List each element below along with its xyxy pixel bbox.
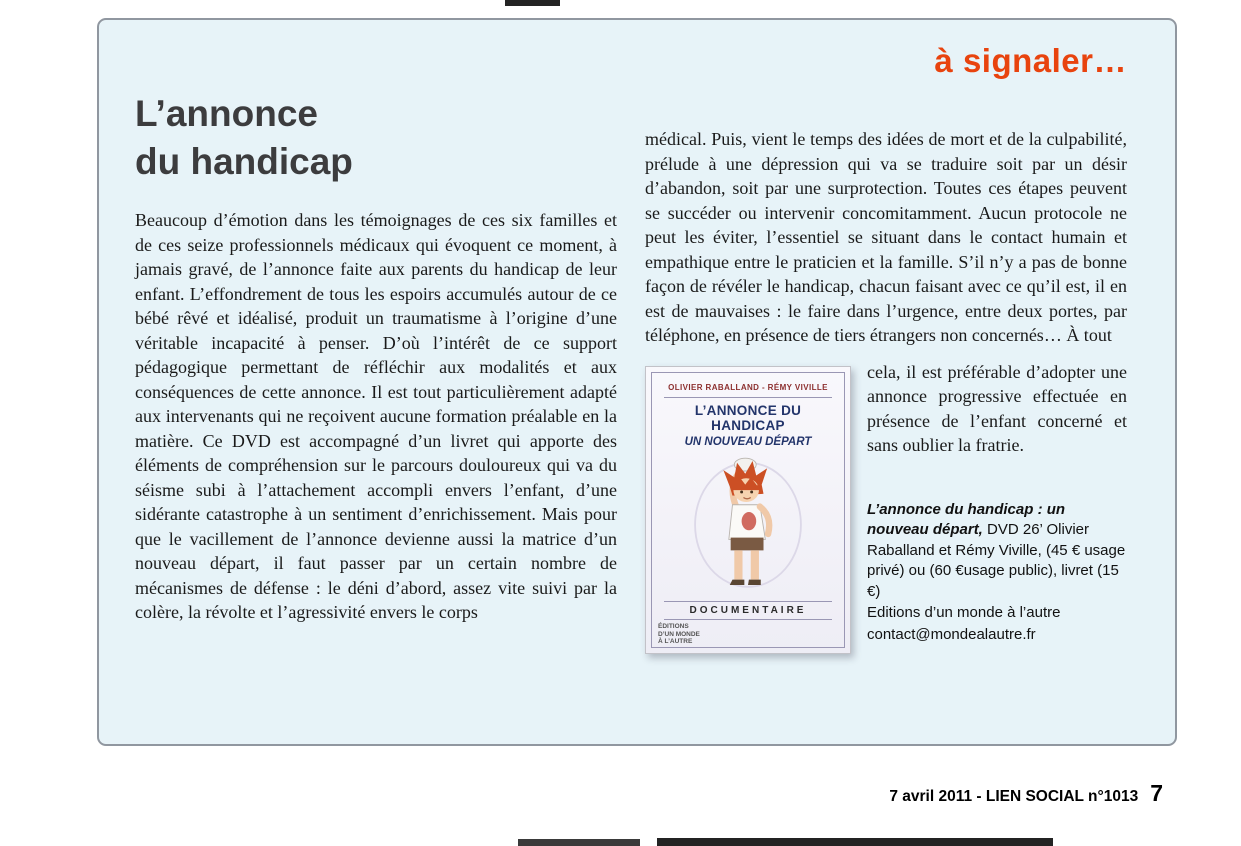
dvd-authors: OLIVIER RABALLAND - RÉMY VIVILLE — [668, 382, 828, 392]
page-footer — [889, 780, 1163, 807]
dvd-publisher-line3: À L’AUTRE — [658, 638, 693, 645]
article-title-line2: du handicap — [135, 141, 353, 182]
child-illustration — [656, 450, 840, 601]
dvd-publisher-line2: D’UN MONDE — [658, 630, 700, 638]
section-flag: à signaler… — [934, 42, 1127, 79]
right-column — [645, 90, 1127, 662]
dvd-publisher-logo — [658, 623, 728, 646]
caption-title: L’annonce du handicap : un nouveau départ, — [867, 500, 1066, 538]
article-panel — [97, 18, 1177, 746]
caption-contact-email: contact@mondealautre.fr — [867, 625, 1036, 643]
caption-publisher: Editions d’un monde à l’autre — [867, 604, 1061, 621]
figure-wrap — [645, 360, 1127, 662]
dvd-title: L’ANNONCE DU HANDICAP — [694, 402, 802, 433]
dvd-publisher-line1: ÉDITIONS — [658, 623, 689, 630]
footer-issue-info: 7 avril 2011 - LIEN SOCIAL n°1013 — [889, 788, 1139, 805]
article-title — [135, 90, 617, 186]
dvd-genre: DOCUMENTAIRE — [664, 601, 832, 620]
left-column — [135, 90, 617, 662]
dvd-divider — [664, 397, 832, 398]
article-body-right-part2: cela, il est préférable d’adopter une annonce progressive effectuée en présence de l’enfant concerné et sans oublier la fratrie. — [867, 361, 1127, 455]
caption-details: DVD 26’ Olivier Raballand et Rémy Viville, (45 € usage privé) ou (60 €usage public), livret (15 €) — [867, 521, 1126, 600]
dvd-subtitle: UN NOUVEAU DÉPART — [684, 435, 812, 448]
article-title-line1: L’annonce — [135, 93, 318, 134]
scan-artifact — [505, 0, 560, 6]
scan-artifact — [657, 838, 1053, 846]
article-columns — [135, 90, 1127, 662]
article-body-left: Beaucoup d’émotion dans les témoignages de ces six familles et de ces seize professionnels médicaux qui évoquent ce moment, à jamais gravé, de l’annonce faite aux parents du handicap de leur enfant. L’effondrement de tous les espoirs accumulés autour de ce bébé rêvé et idéalisé, produit un traumatisme à l’origine d’une véritable incapacité à penser. D’où l’intérêt de ce support pédagogique permettant de réfléchir aux modalités et aux conséquences de cette annonce. Il est tout particulièrement adapté aux intervenants qui ne reçoivent aucune formation préalable en la matière. Ce DVD est accompagné d’un livret qui apporte des éléments de compréhension sur le parcours douloureux qui va du séisme subi à l’attachement accompli envers l’enfant, d’une sidérante catastrophe à un sentiment d’enrichissement. Mais pour que le vacillement de l’annonce devienne aussi la matrice d’un nouveau départ, il faut passer par un certain nombre de mécanismes de défense : le déni d’abord, assez vite suivi par la colère, la révolte et l’agressivité envers le corps — [135, 210, 617, 622]
page-number: 7 — [1150, 780, 1163, 806]
dvd-cover — [645, 366, 851, 654]
article-body-right-part1: médical. Puis, vient le temps des idées de mort et de la culpabilité, prélude à une dépression qui va se traduire soit par un désir d’abandon, soit par une surprotection. Toutes ces étapes peuvent se succéder ou intervenir concomitamment. Aucun protocole ne peut les éviter, l’essentiel se situant dans le contact humain et empathique entre le praticien et la famille. S’il n’y a pas de bonne façon de révéler le handicap, chacun faisant avec ce qu’il est, il en est de mauvaises : le faire dans l’urgence, entre deux portes, par téléphone, en présence de tiers étrangers non concernés… À tout — [645, 129, 1127, 345]
scan-artifact — [518, 839, 640, 846]
